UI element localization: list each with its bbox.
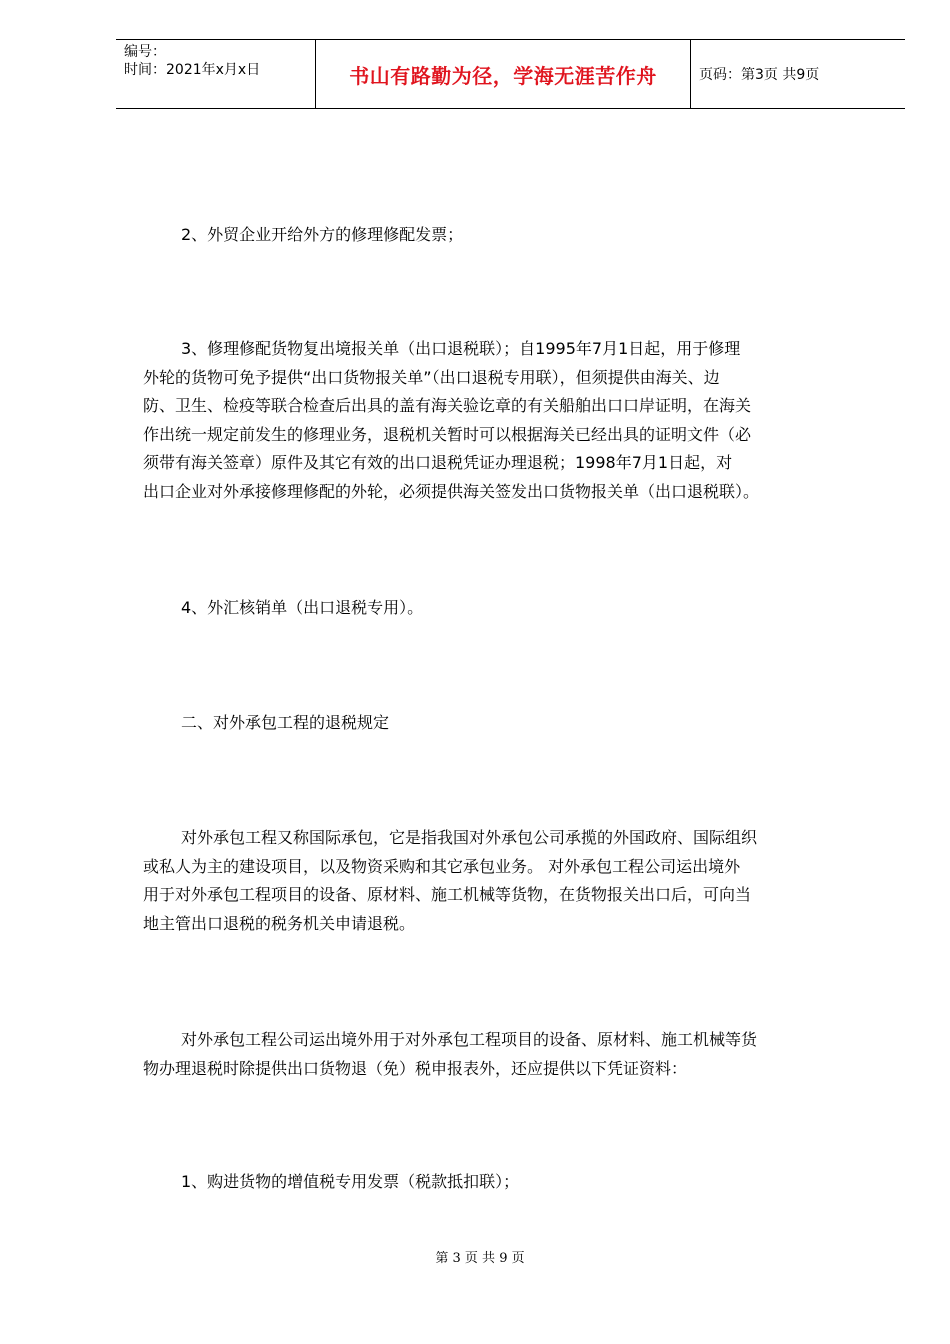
- document-number-label: 编号：: [124, 44, 166, 60]
- section-heading: 二、对外承包工程的退税规定: [181, 713, 390, 732]
- page-footer: 第 3 页 共 9 页: [435, 1251, 525, 1266]
- paragraph-repair-invoice: [181, 221, 926, 250]
- section-heading-contracting-rules: [181, 709, 926, 738]
- header-page-cell: [691, 40, 905, 108]
- paragraph-line: 用于对外承包工程项目的设备、原材料、施工机械等货物，在货物报关出口后，可向当: [143, 885, 752, 904]
- paragraph-line: 作出统一规定前发生的修理业务，退税机关暂时可以根据海关已经出具的证明文件（必: [143, 424, 752, 444]
- paragraph-line: 对外承包工程公司运出境外用于对外承包工程项目的设备、原材料、施工机械等货: [181, 1030, 758, 1049]
- paragraph-line: 1、购进货物的增值税专用发票（税款抵扣联）；: [181, 1172, 520, 1191]
- paragraph-forex-verification: [181, 594, 926, 623]
- paragraph-required-documents: [143, 1026, 888, 1083]
- header-info-cell: [116, 40, 315, 108]
- paragraph-line: 或私人为主的建设项目，以及物资采购和其它承包业务。 对外承包工程公司运出境外: [143, 856, 741, 876]
- paragraph-line: 防、卫生、检疫等联合检查后出具的盖有海关验讫章的有关船舶出口口岸证明，在海关: [143, 396, 752, 415]
- paragraph-line: 外轮的货物可免予提供“出口货物报关单”（出口退税专用联），但须提供由海关、边: [143, 367, 720, 387]
- page-header: [116, 39, 905, 109]
- paragraph-vat-invoice: [181, 1168, 926, 1197]
- paragraph-line: 2、外贸企业开给外方的修理修配发票；: [181, 225, 464, 244]
- paragraph-line: 须带有海关签章）原件及其它有效的出口退税凭证办理退税；1998年7月1日起，对: [143, 453, 733, 472]
- paragraph-line: 对外承包工程又称国际承包，它是指我国对外承包公司承揽的外国政府、国际组织: [181, 828, 758, 847]
- paragraph-line: 地主管出口退税的税务机关申请退税。: [143, 913, 416, 933]
- header-motto-cell: [315, 40, 691, 108]
- paragraph-line: 4、外汇核销单（出口退税专用）。: [181, 598, 424, 617]
- paragraph-contracting-definition: [143, 824, 888, 938]
- paragraph-line: 出口企业对外承接修理修配的外轮，必须提供海关签发出口货物报关单（出口退税联）。: [143, 481, 760, 501]
- paragraph-line: 3、修理修配货物复出境报关单（出口退税联）；自1995年7月1日起，用于修理: [181, 339, 741, 358]
- header-motto: 书山有路勤为径，学海无涯苦作舟: [349, 63, 657, 88]
- paragraph-line: 物办理退税时除提供出口货物退（免）税申报表外，还应提供以下凭证资料：: [143, 1058, 688, 1078]
- header-page-code: 页码：第3页 共9页: [699, 67, 820, 83]
- paragraph-repair-customs-declaration: [143, 335, 888, 506]
- document-date-label: 时间：2021年x月x日: [124, 62, 261, 78]
